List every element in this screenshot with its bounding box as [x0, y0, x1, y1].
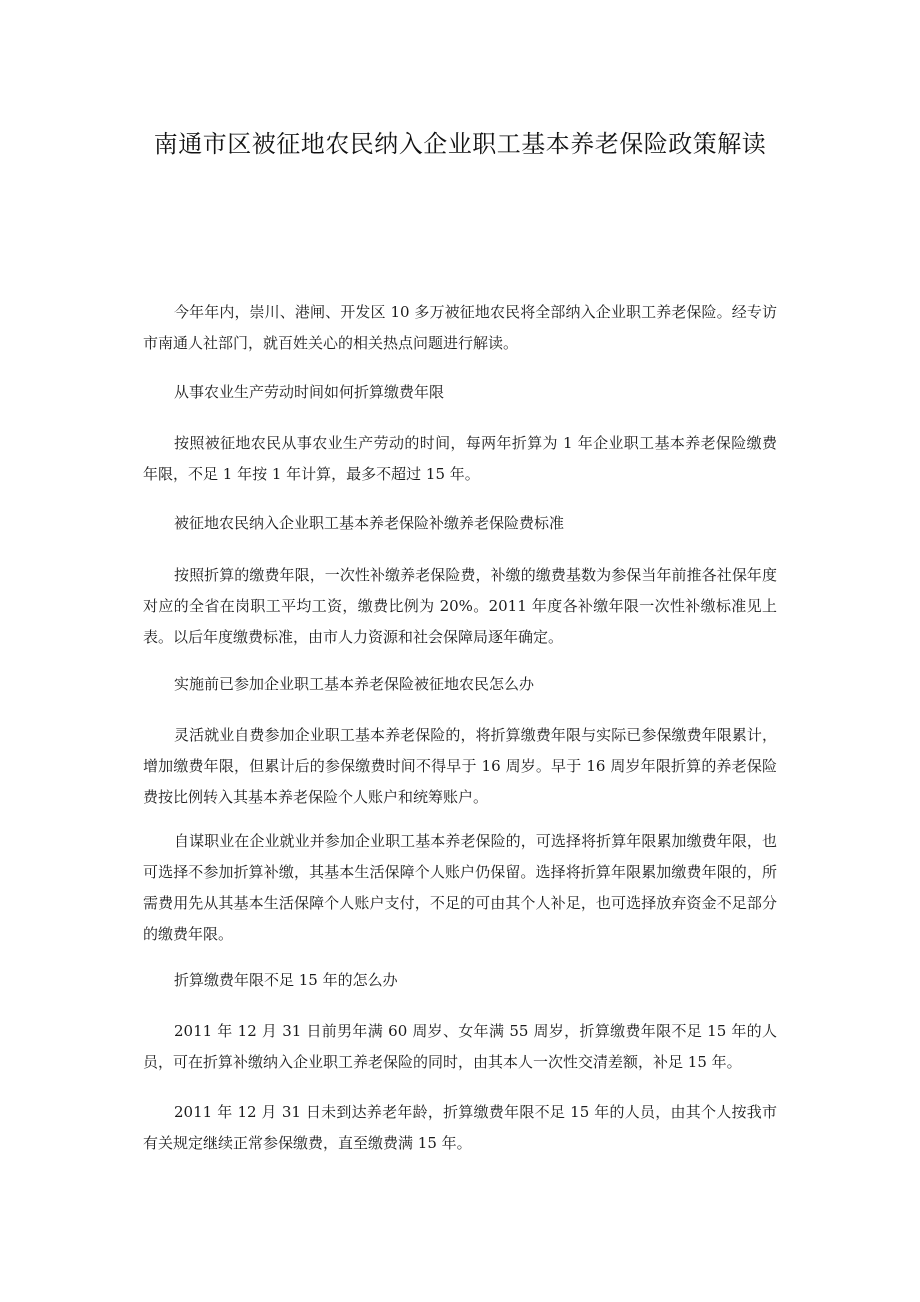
section-heading-under-15-years: 折算缴费年限不足 15 年的怎么办	[174, 971, 398, 989]
section-heading-already-insured: 实施前已参加企业职工基本养老保险被征地农民怎么办	[174, 675, 535, 693]
section-heading-payment-standard: 被征地农民纳入企业职工基本养老保险补缴养老保险费标准	[174, 514, 565, 532]
intro-paragraph: 今年年内，崇川、港闸、开发区 10 多万被征地农民将全部纳入企业职工养老保险。经专访市南通人社部门，就百姓关心的相关热点问题进行解读。	[143, 303, 777, 352]
document-title: 南通市区被征地农民纳入企业职工基本养老保险政策解读	[153, 130, 767, 158]
section-heading-conversion: 从事农业生产劳动时间如何折算缴费年限	[174, 383, 445, 401]
paragraph-self-employed: 自谋职业在企业就业并参加企业职工基本养老保险的，可选择将折算年限累加缴费年限，也可选择不参加折算补缴，其基本生活保障个人账户仍保留。选择将折算年限累加缴费年限的，所需费用先从其基本生活保障个人账户支付，不足的可由其个人补足，也可选择放弃资金不足部分的缴费年限。	[143, 832, 777, 943]
paragraph-retirement-age: 2011 年 12 月 31 日前男年满 60 周岁、女年满 55 周岁，折算缴费年限不足 15 年的人员，可在折算补缴纳入企业职工养老保险的同时，由其本人一次性交清差额，补足 15 年。	[143, 1022, 777, 1071]
paragraph-not-retirement-age: 2011 年 12 月 31 日未到达养老年龄，折算缴费年限不足 15 年的人员，由其个人按我市有关规定继续正常参保缴费，直至缴费满 15 年。	[143, 1103, 777, 1152]
paragraph-payment-standard: 按照折算的缴费年限，一次性补缴养老保险费，补缴的缴费基数为参保当年前推各社保年度对应的全省在岗职工平均工资，缴费比例为 20%。2011 年度各补缴年限一次性补缴标准见上表。以后年度缴费标准，由市人力资源和社会保障局逐年确定。	[143, 566, 777, 646]
paragraph-flexible-employment: 灵活就业自费参加企业职工基本养老保险的，将折算缴费年限与实际已参保缴费年限累计，增加缴费年限，但累计后的参保缴费时间不得早于 16 周岁。早于 16 周岁年限折算的养老保险费按比例转入其基本养老保险个人账户和统筹账户。	[143, 726, 777, 806]
paragraph-conversion-rule: 按照被征地农民从事农业生产劳动的时间，每两年折算为 1 年企业职工基本养老保险缴费年限，不足 1 年按 1 年计算，最多不超过 15 年。	[143, 434, 777, 483]
